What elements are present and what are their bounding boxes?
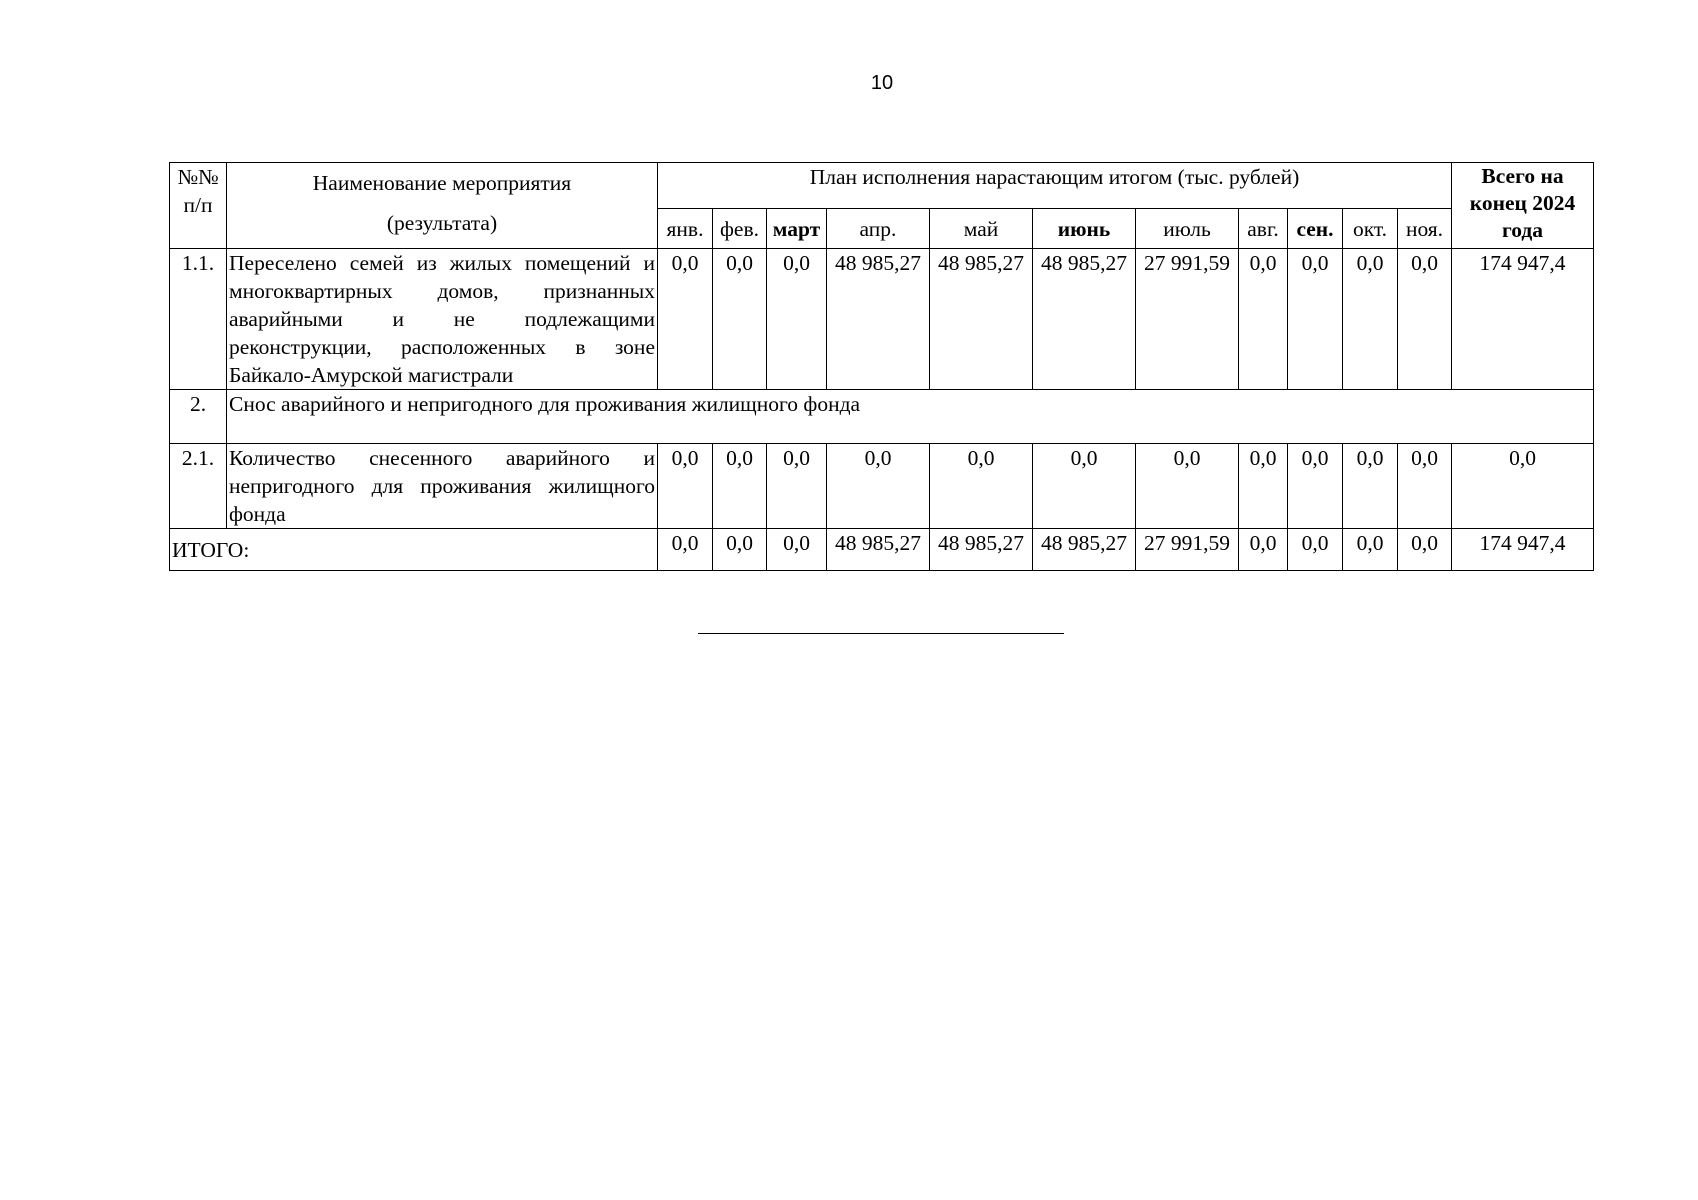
month-header: окт. — [1343, 209, 1398, 249]
page-number: 10 — [870, 72, 894, 94]
total-header: Всего на конец 2024 года — [1452, 163, 1594, 249]
value-cell: 48 985,27 — [827, 249, 930, 390]
value-cell: 0,0 — [713, 529, 767, 571]
value-cell: 0,0 — [827, 444, 930, 529]
month-header: июль — [1136, 209, 1239, 249]
value-cell: 0,0 — [1239, 444, 1288, 529]
value-cell: 48 985,27 — [1033, 249, 1136, 390]
value-cell: 0,0 — [1343, 529, 1398, 571]
value-cell: 0,0 — [767, 529, 827, 571]
month-header: апр. — [827, 209, 930, 249]
col-name-header-line-1: Наименование мероприятия — [312, 171, 572, 195]
table-header — [170, 163, 1594, 249]
value-cell: 0,0 — [1239, 249, 1288, 390]
value-cell: 0,0 — [658, 444, 713, 529]
plan-header: План исполнения нарастающим итогом (тыс. рублей) — [658, 163, 1452, 209]
col-name-header-line-2: (результата) — [386, 211, 498, 235]
month-header: март — [767, 209, 827, 249]
month-header: авг. — [1239, 209, 1288, 249]
row-number: 1.1. — [170, 249, 227, 390]
row-name: Количество снесенного аварийного и непригодного для проживания жилищного фонда — [227, 444, 658, 529]
value-cell: 0,0 — [767, 444, 827, 529]
col-num-header: №№ п/п — [170, 163, 227, 249]
value-cell: 27 991,59 — [1136, 249, 1239, 390]
value-cell: 0,0 — [1033, 444, 1136, 529]
value-cell: 27 991,59 — [1136, 529, 1239, 571]
value-cell: 48 985,27 — [930, 529, 1033, 571]
month-header: сен. — [1288, 209, 1343, 249]
table-row — [170, 249, 1594, 390]
month-header: фев. — [713, 209, 767, 249]
plan-table — [169, 162, 1594, 571]
value-cell: 0,0 — [1398, 249, 1452, 390]
value-cell: 0,0 — [658, 529, 713, 571]
total-cell: 174 947,4 — [1452, 249, 1594, 390]
row-name: Переселено семей из жилых помещений и многоквартирных домов, признанных аварийными и не подлежащими реконструкции, расположенных в зоне Байкало-Амурской магистрали — [227, 249, 658, 390]
value-cell: 0,0 — [767, 249, 827, 390]
value-cell: 0,0 — [1239, 529, 1288, 571]
month-header: янв. — [658, 209, 713, 249]
value-cell: 0,0 — [1343, 249, 1398, 390]
month-header: июнь — [1033, 209, 1136, 249]
value-cell: 0,0 — [1398, 444, 1452, 529]
value-cell: 48 985,27 — [1033, 529, 1136, 571]
value-cell: 48 985,27 — [827, 529, 930, 571]
totals-label: ИТОГО: — [170, 529, 658, 571]
col-name-header — [227, 163, 658, 249]
row-number: 2.1. — [170, 444, 227, 529]
end-divider — [698, 633, 1064, 634]
value-cell: 0,0 — [713, 249, 767, 390]
total-cell: 174 947,4 — [1452, 529, 1594, 571]
table-row — [170, 444, 1594, 529]
value-cell: 0,0 — [1398, 529, 1452, 571]
value-cell: 48 985,27 — [930, 249, 1033, 390]
value-cell: 0,0 — [1343, 444, 1398, 529]
row-number: 2. — [170, 390, 227, 444]
totals-row — [170, 529, 1594, 571]
total-cell: 0,0 — [1452, 444, 1594, 529]
value-cell: 0,0 — [713, 444, 767, 529]
month-header: май — [930, 209, 1033, 249]
section-title: Снос аварийного и непригодного для проживания жилищного фонда — [227, 390, 1594, 444]
section-row — [170, 390, 1594, 444]
month-header: ноя. — [1398, 209, 1452, 249]
value-cell: 0,0 — [1288, 249, 1343, 390]
value-cell: 0,0 — [1136, 444, 1239, 529]
value-cell: 0,0 — [930, 444, 1033, 529]
value-cell: 0,0 — [1288, 529, 1343, 571]
value-cell: 0,0 — [658, 249, 713, 390]
value-cell: 0,0 — [1288, 444, 1343, 529]
